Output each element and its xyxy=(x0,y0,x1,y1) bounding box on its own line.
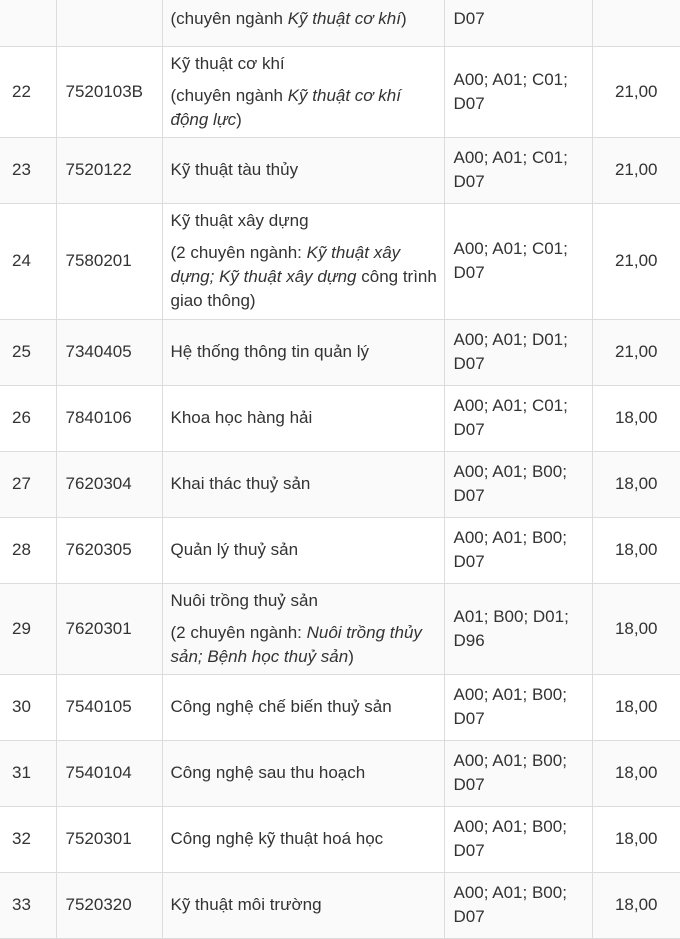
row-number: 33 xyxy=(0,872,56,938)
major-code: 7580201 xyxy=(56,203,162,319)
admission-score: 21,00 xyxy=(592,137,680,203)
table-row xyxy=(0,0,680,46)
table-row xyxy=(0,451,680,517)
major-code: 7840106 xyxy=(56,385,162,451)
admission-score: 18,00 xyxy=(592,517,680,583)
subject-groups: A00; A01; B00; D07 xyxy=(444,674,592,740)
row-number: 28 xyxy=(0,517,56,583)
major-code: 7520320 xyxy=(56,872,162,938)
subject-groups: A00; A01; B00; D07 xyxy=(444,517,592,583)
row-number: 25 xyxy=(0,319,56,385)
admission-score: 18,00 xyxy=(592,806,680,872)
major-specialization: (2 chuyên ngành: Nuôi trồng thủy sản; Bệnh học thuỷ sản) xyxy=(170,622,422,666)
major-code: 7620301 xyxy=(56,583,162,674)
major-code: 7620304 xyxy=(56,451,162,517)
admission-score: 18,00 xyxy=(592,451,680,517)
major-name: Công nghệ kỹ thuật hoá học xyxy=(162,806,444,872)
major-code: 7540105 xyxy=(56,674,162,740)
major-description xyxy=(162,583,444,674)
subject-groups: A00; A01; C01; D07 xyxy=(444,137,592,203)
major-name: Hệ thống thông tin quản lý xyxy=(162,319,444,385)
major-name: Khoa học hàng hải xyxy=(162,385,444,451)
subject-groups: D07 xyxy=(444,0,592,46)
row-number: 30 xyxy=(0,674,56,740)
table-row xyxy=(0,872,680,938)
major-name: Kỹ thuật cơ khí xyxy=(170,53,285,73)
table-row xyxy=(0,319,680,385)
subject-groups: A01; B00; D01; D96 xyxy=(444,583,592,674)
admission-score: 18,00 xyxy=(592,740,680,806)
major-code xyxy=(56,0,162,46)
row-number xyxy=(0,0,56,46)
table-row xyxy=(0,137,680,203)
major-code: 7340405 xyxy=(56,319,162,385)
admission-score: 21,00 xyxy=(592,319,680,385)
table-row xyxy=(0,46,680,137)
major-specialization: (chuyên ngành Kỹ thuật cơ khí) xyxy=(170,9,407,28)
subject-groups: A00; A01; B00; D07 xyxy=(444,451,592,517)
major-code: 7540104 xyxy=(56,740,162,806)
major-code: 7520103B xyxy=(56,46,162,137)
major-specialization: (2 chuyên ngành: Kỹ thuật xây dựng; Kỹ thuật xây dựng công trình giao thông) xyxy=(170,243,437,310)
subject-groups: A00; A01; B00; D07 xyxy=(444,872,592,938)
major-name: Kỹ thuật môi trường xyxy=(162,872,444,938)
major-specialization: (chuyên ngành Kỹ thuật cơ khí động lực) xyxy=(170,85,401,129)
row-number: 29 xyxy=(0,583,56,674)
major-code: 7520122 xyxy=(56,137,162,203)
row-number: 22 xyxy=(0,46,56,137)
subject-groups: A00; A01; D01; D07 xyxy=(444,319,592,385)
major-description xyxy=(162,0,444,46)
row-number: 27 xyxy=(0,451,56,517)
row-number: 26 xyxy=(0,385,56,451)
row-number: 32 xyxy=(0,806,56,872)
major-name: Công nghệ chế biến thuỷ sản xyxy=(162,674,444,740)
major-name: Khai thác thuỷ sản xyxy=(162,451,444,517)
admission-score xyxy=(592,0,680,46)
admission-score: 18,00 xyxy=(592,872,680,938)
subject-groups: A00; A01; C01; D07 xyxy=(444,46,592,137)
major-code: 7620305 xyxy=(56,517,162,583)
subject-groups: A00; A01; B00; D07 xyxy=(444,806,592,872)
table-row xyxy=(0,806,680,872)
major-description xyxy=(162,46,444,137)
admission-score: 18,00 xyxy=(592,583,680,674)
subject-groups: A00; A01; C01; D07 xyxy=(444,385,592,451)
table-row xyxy=(0,203,680,319)
row-number: 31 xyxy=(0,740,56,806)
row-number: 23 xyxy=(0,137,56,203)
table-row xyxy=(0,517,680,583)
table-row xyxy=(0,385,680,451)
admission-score: 21,00 xyxy=(592,46,680,137)
major-name: Nuôi trồng thuỷ sản xyxy=(170,590,318,610)
admission-score: 18,00 xyxy=(592,674,680,740)
row-number: 24 xyxy=(0,203,56,319)
table-row xyxy=(0,583,680,674)
major-name: Kỹ thuật tàu thủy xyxy=(162,137,444,203)
major-name: Kỹ thuật xây dựng xyxy=(170,211,309,230)
major-description xyxy=(162,203,444,319)
major-name: Quản lý thuỷ sản xyxy=(162,517,444,583)
admission-score: 18,00 xyxy=(592,385,680,451)
table-row xyxy=(0,740,680,806)
major-code: 7520301 xyxy=(56,806,162,872)
table-row xyxy=(0,674,680,740)
major-name: Công nghệ sau thu hoạch xyxy=(162,740,444,806)
subject-groups: A00; A01; B00; D07 xyxy=(444,740,592,806)
subject-groups: A00; A01; C01; D07 xyxy=(444,203,592,319)
admission-score: 21,00 xyxy=(592,203,680,319)
